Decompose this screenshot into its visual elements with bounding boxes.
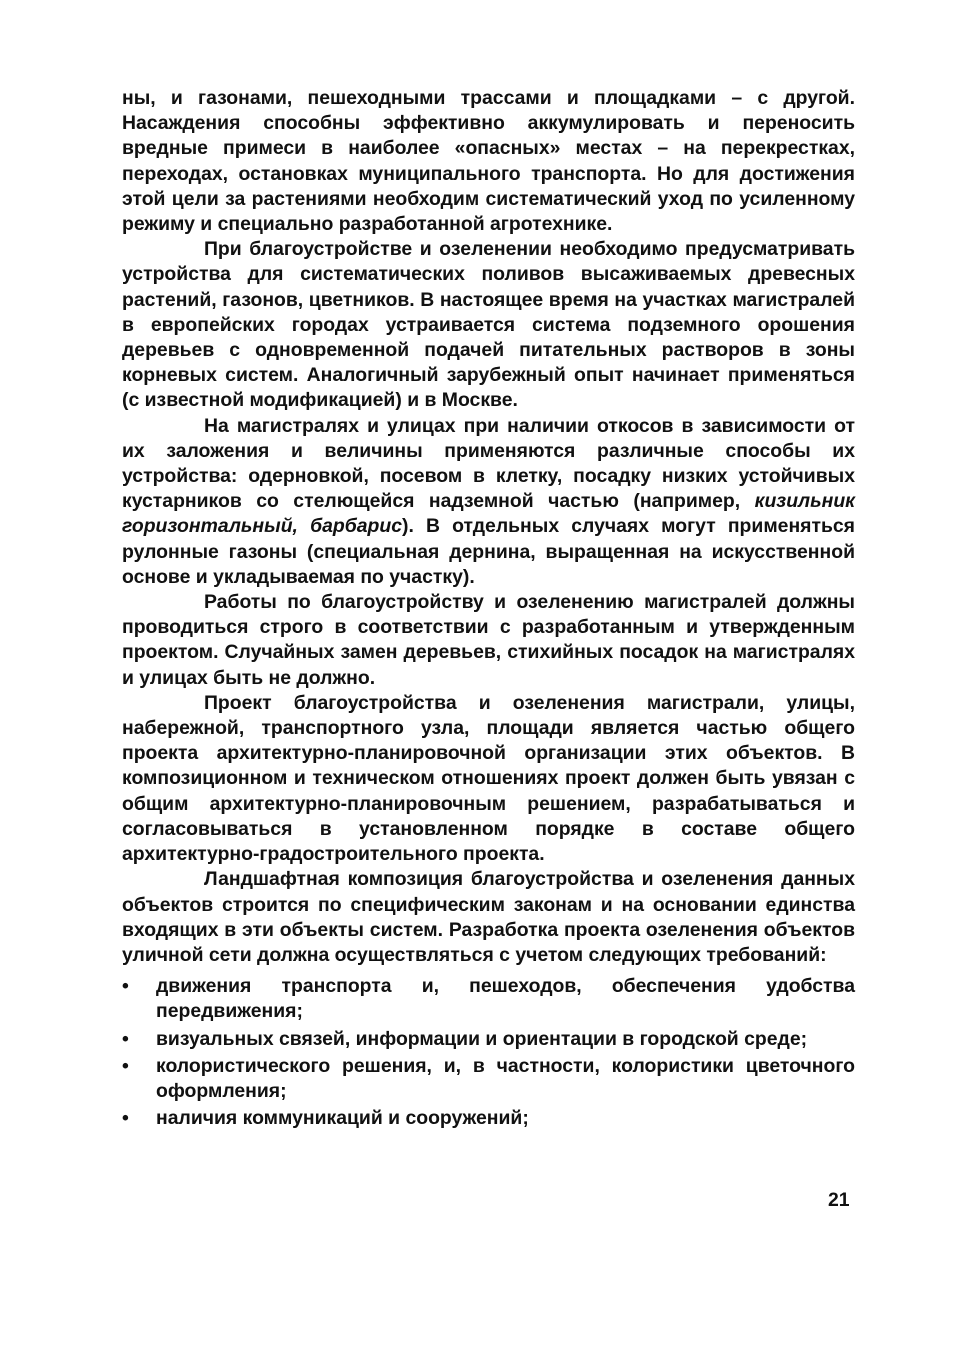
page-number: 21 [828,1189,850,1211]
paragraph-text: На магистралях и улицах при наличии откосов в зависимости от их заложения и величины применяются различные способы их устройства: одерновкой, посевом в клетку, посадку низких устойчивых кустарников со стелющейся надземной частью (например, [122,414,855,513]
list-item-text: наличия коммуникаций и сооружений; [156,1107,529,1130]
list-item-text: колористического решения, и, в частности, колористики цветочного оформления; [156,1054,855,1102]
paragraph: Работы по благоустройству и озеленению магистралей должны проводиться строго в соответствии с разработанным и утвержденным проектом. Случайных замен деревьев, стихийных посадок на магистралях и улицах быть не должно. [122,591,855,689]
paragraph: ны, и газонами, пешеходными трассами и площадками – с другой. Насаждения способны эффективно аккумулировать и переносить вредные примеси в наиболее «опасных» местах – на перекрестках, переходах, остановках муниципального транспорта. Но для достижения этой цели за растениями необходим систематический уход по усиленному режиму и специально разработанной агротехнике. [122,87,855,236]
list-item [122,1027,855,1052]
paragraph: Ландшафтная композиция благоустройства и озеленения данных объектов строится по специфическим законам и на основании единства входящих в эти объекты систем. Разработка проекта озеленения объектов уличной сети должна осуществляться с учетом следующих требований: [122,868,855,966]
list-item [122,1106,855,1131]
paragraph-text: ). В отдельных случаях могут применяться рулонные газоны (специальная дернина, выращенная на искусственной основе и укладываемая по участку). [122,515,855,588]
bullet-icon: • [122,975,129,998]
list-item-text: визуальных связей, информации и ориентации в городской среде; [156,1027,808,1050]
bullet-icon: • [122,1107,129,1130]
list-item-text: движения транспорта и, пешеходов, обеспечения удобства передвижения; [156,975,855,1023]
italic-plant-names: кизильник горизонтальный, барбарис [122,490,855,538]
list-item [122,974,855,1024]
paragraph [122,414,855,590]
list-item [122,1054,855,1104]
paragraph: Проект благоустройства и озеленения магистрали, улицы, набережной, транспортного узла, площади является частью общего проекта архитектурно-планировочной организации этих объектов. В композиционном и техническом отношениях проект должен быть увязан с общим архитектурно-планировочным решением, разрабатываться и согласовываться в установленном порядке в составе общего архитектурно-градостроительного проекта. [122,691,855,866]
requirements-list [122,974,855,1131]
bullet-icon: • [122,1027,129,1050]
page-body [122,86,855,1133]
paragraph: При благоустройстве и озеленении необходимо предусматривать устройства для систематических поливов высаживаемых древесных растений, газонов, цветников. В настоящее время на участках магистралей в европейских городах устраивается система подземного орошения деревьев с одновременной подачей питательных растворов в зоны корневых систем. Аналогичный зарубежный опыт начинает применяться (с известной модификацией) и в Москве. [122,238,855,412]
bullet-icon: • [122,1054,129,1077]
